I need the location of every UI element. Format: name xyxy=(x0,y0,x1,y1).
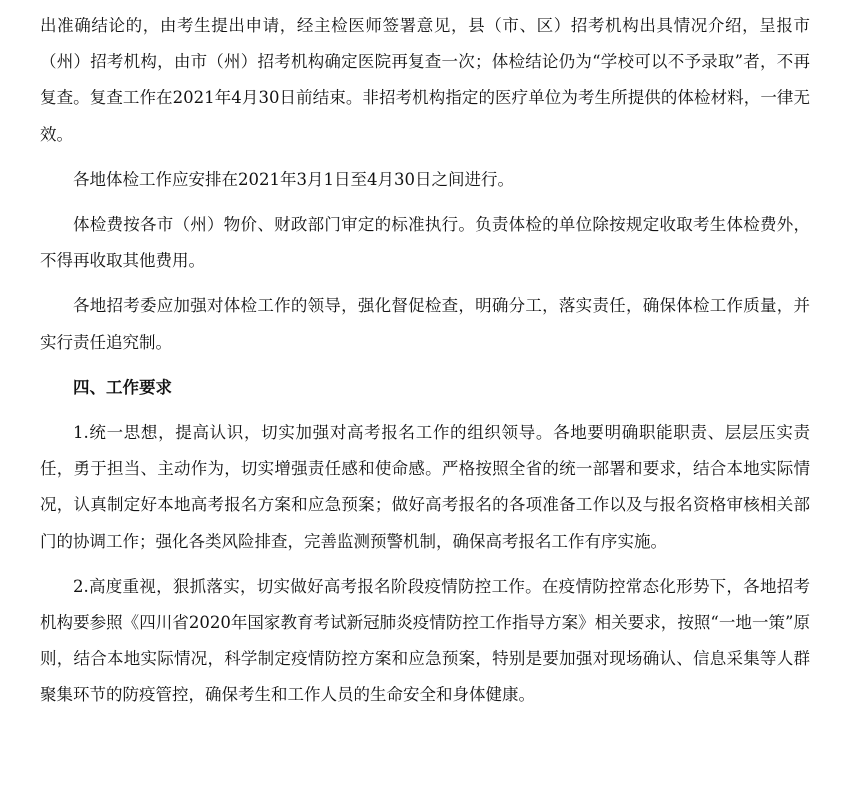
section-heading: 四、工作要求 xyxy=(73,377,172,397)
requirement-item-1: 1.统一思想，提高认识，切实加强对高考报名工作的组织领导。各地要明确职能职责、层层压实责任，勇于担当、主动作为，切实增强责任感和使命感。严格按照全省的统一部署和要求，结合本地实际情况，认真制定好本地高考报名方案和应急预案；做好高考报名的各项准备工作以及与报名资格审核相关部门的协调工作；强化各类风险排查，完善监测预警机制，确保高考报名工作有序实施。 xyxy=(40,423,810,551)
paragraph-leadership: 各地招考委应加强对体检工作的领导，强化督促检查，明确分工，落实责任，确保体检工作质量，并实行责任追究制。 xyxy=(40,296,810,352)
paragraph-medical-review: 出准确结论的，由考生提出申请，经主检医师签署意见，县（市、区）招考机构出具情况介绍，呈报市（州）招考机构，由市（州）招考机构确定医院再复查一次；体检结论仍为“学校可以不予录取”者，不再复查。复查工作在2021年4月30日前结束。非招考机构指定的医疗单位为考生所提供的体检材料，一律无效。 xyxy=(40,16,810,144)
requirement-item-2: 2.高度重视，狠抓落实，切实做好高考报名阶段疫情防控工作。在疫情防控常态化形势下，各地招考机构要参照《四川省2020年国家教育考试新冠肺炎疫情防控工作指导方案》相关要求，按照“一地一策”原则，结合本地实际情况，科学制定疫情防控方案和应急预案，特别是要加强对现场确认、信息采集等人群聚集环节的防疫管控，确保考生和工作人员的生命安全和身体健康。 xyxy=(40,576,810,705)
document-body xyxy=(40,0,810,714)
paragraph-exam-schedule: 各地体检工作应安排在2021年3月1日至4月30日之间进行。 xyxy=(73,169,514,189)
paragraph-exam-fees: 体检费按各市（州）物价、财政部门审定的标准执行。负责体检的单位除按规定收取考生体检费外，不得再收取其他费用。 xyxy=(40,215,810,271)
